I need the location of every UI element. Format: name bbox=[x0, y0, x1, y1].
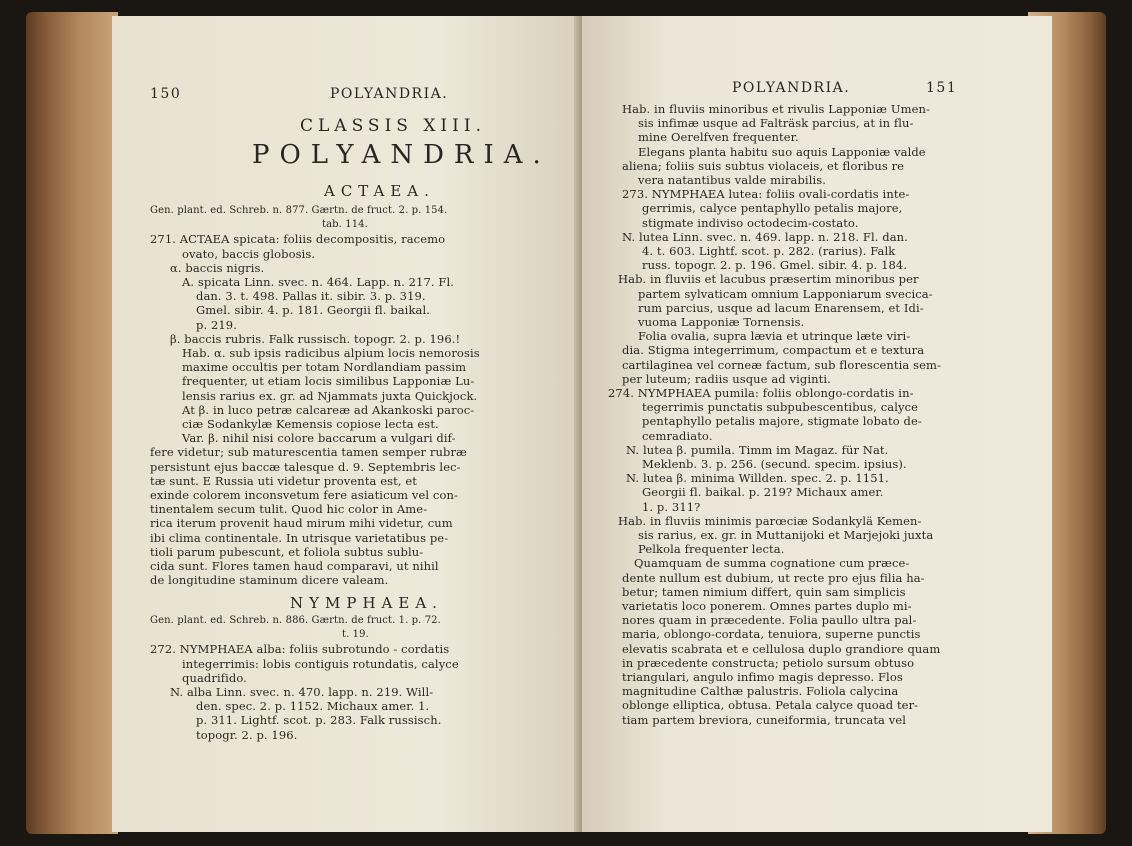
text-line: rum parcius, usque ad lacum Enarensem, et Idi- bbox=[638, 300, 924, 315]
text-line: Var. β. nihil nisi colore baccarum a vulgari dif- bbox=[182, 431, 456, 446]
text-line: Gen. plant. ed. Schreb. n. 886. Gærtn. de fruct. 1. p. 72. bbox=[150, 615, 441, 626]
text-line: oblonge elliptica, obtusa. Petala calyce quoad ter- bbox=[622, 698, 919, 713]
text-line: russ. topogr. 2. p. 196. Gmel. sibir. 4. p. 184. bbox=[642, 258, 908, 273]
text-line: tiam partem breviora, cuneiformia, truncata vel bbox=[622, 712, 907, 727]
running-head: POLYANDRIA. bbox=[330, 86, 449, 102]
text-line: integerrimis: lobis contiguis rotundatis, calyce bbox=[182, 656, 459, 671]
text-line: sis rarius, ex. gr. in Muttanijoki et Marjejoki juxta bbox=[638, 528, 934, 542]
text-line: tioli parum pubescunt, et foliola subtus sublu- bbox=[150, 544, 424, 559]
text-line: N. lutea β. minima Willden. spec. 2. p. 1151. bbox=[626, 471, 889, 486]
text-line: elevatis scabrata et e cellulosa duplo grandiore quam bbox=[622, 641, 941, 656]
text-line: pentaphyllo petalis majore, stigmate lobato de- bbox=[642, 414, 922, 429]
left-page-edges bbox=[26, 12, 118, 834]
text-line: maria, oblongo-cordata, tenuiora, superne punctis bbox=[622, 627, 921, 642]
text-line: triangulari, angulo infimo magis depresso. Flos bbox=[622, 670, 903, 684]
text-line: topogr. 2. p. 196. bbox=[196, 727, 298, 742]
text-line: partem sylvaticam omnium Lapponiarum svecica- bbox=[638, 286, 933, 301]
text-line: ibi clima continentale. In utrisque varietatibus pe- bbox=[150, 530, 449, 545]
text-line: At β. in luco petræ calcareæ ad Akankoski paroc- bbox=[182, 402, 475, 417]
text-line: N. lutea Linn. svec. n. 469. lapp. n. 218. Fl. dan. bbox=[622, 229, 908, 244]
text-line: N. alba Linn. svec. n. 470. lapp. n. 219. Will- bbox=[170, 685, 434, 699]
text-line: Gmel. sibir. 4. p. 181. Georgii fl. baikal. bbox=[196, 303, 430, 318]
text-line: dente nullum est dubium, ut recte pro ejus filia ha- bbox=[622, 570, 925, 585]
text-line: quadrifido. bbox=[182, 670, 247, 685]
text-line: betur; tamen nimium differt, quin sam simplicis bbox=[622, 584, 906, 599]
text-line: 273. NYMPHAEA lutea: foliis ovali-cordatis inte- bbox=[622, 187, 910, 202]
text-line: 1. p. 311? bbox=[642, 499, 701, 514]
text-line: vera natantibus valde mirabilis. bbox=[638, 173, 827, 187]
text-line: ciæ Sodankylæ Kemensis copiose lecta est. bbox=[182, 417, 439, 431]
text-line: sis infimæ usque ad Falträsk parcius, at in flu- bbox=[638, 116, 914, 131]
text-line: Hab. in fluviis minoribus et rivulis Lapponiæ Umen- bbox=[622, 102, 931, 116]
genus-heading-nymphaea: NYMPHAEA. bbox=[290, 594, 443, 612]
left-page bbox=[112, 16, 580, 832]
text-line: t. 19. bbox=[342, 629, 369, 641]
text-line: p. 219. bbox=[196, 317, 237, 332]
text-line: exinde colorem inconsvetum fere asiaticum vel con- bbox=[150, 488, 458, 502]
text-line: tab. 114. bbox=[322, 219, 368, 231]
text-line: dan. 3. t. 498. Pallas it. sibir. 3. p. 319. bbox=[196, 289, 426, 304]
text-line: Georgii fl. baikal. p. 219? Michaux amer. bbox=[642, 485, 884, 500]
text-line: β. baccis rubris. Falk russisch. topogr. 2. p. 196.! bbox=[170, 331, 461, 346]
text-line: 274. NYMPHAEA pumila: foliis oblongo-cordatis in- bbox=[608, 386, 914, 400]
text-line: varietatis loco ponerem. Omnes partes duplo mi- bbox=[622, 599, 912, 613]
text-line: tinentalem secum tulit. Quod hic color in Ame- bbox=[150, 502, 428, 517]
text-line: Hab. in fluviis minimis parœciæ Sodankylä Kemen- bbox=[618, 513, 922, 528]
text-line: in præcedente constructa; petiolo sursum obtuso bbox=[622, 655, 915, 670]
text-line: 4. t. 603. Lightf. scot. p. 282. (rarius). Falk bbox=[642, 244, 896, 258]
page-number: 150 bbox=[150, 86, 182, 102]
text-line: ovato, baccis globosis. bbox=[182, 246, 316, 261]
text-line: 272. NYMPHAEA alba: foliis subrotundo - cordatis bbox=[150, 642, 450, 657]
text-line: persistunt ejus baccæ talesque d. 9. Septembris lec- bbox=[150, 459, 461, 474]
text-line: 271. ACTAEA spicata: foliis decompositis, racemo bbox=[150, 232, 446, 247]
text-line: Meklenb. 3. p. 256. (secund. specim. ipsius). bbox=[642, 457, 907, 471]
page-number: 151 bbox=[926, 80, 958, 96]
text-line: fere videtur; sub maturescentia tamen semper rubræ bbox=[150, 445, 467, 460]
text-line: Hab. α. sub ipsis radicibus alpium locis nemorosis bbox=[182, 346, 480, 360]
text-line: Folia ovalia, supra lævia et utrinque læte viri- bbox=[638, 329, 911, 344]
text-line: gerrimis, calyce pentaphyllo petalis majore, bbox=[642, 201, 903, 216]
text-line: tegerrimis punctatis subpubescentibus, calyce bbox=[642, 400, 919, 415]
text-line: lensis rarius ex. gr. ad Njammats juxta Quickjock. bbox=[182, 388, 478, 403]
text-line: de longitudine staminum dicere valeam. bbox=[150, 573, 389, 588]
text-line: tæ sunt. E Russia uti videtur proventa est, et bbox=[150, 473, 418, 488]
text-line: vuoma Lapponiæ Tornensis. bbox=[638, 315, 805, 329]
text-line: aliena; foliis suis subtus violaceis, et floribus re bbox=[622, 158, 905, 173]
class-title: CLASSIS XIII. bbox=[300, 116, 486, 136]
text-line: Hab. in fluviis et lacubus præsertim minoribus per bbox=[618, 272, 919, 287]
text-line: rica iterum provenit haud mirum mihi videtur, cum bbox=[150, 516, 453, 531]
text-line: Quamquam de summa cognatione cum præce- bbox=[634, 556, 910, 571]
order-title: POLYANDRIA. bbox=[252, 140, 551, 170]
text-line: cemradiato. bbox=[642, 428, 713, 443]
text-line: mine Oerelfven frequenter. bbox=[638, 130, 799, 145]
text-line: den. spec. 2. p. 1152. Michaux amer. 1. bbox=[196, 699, 430, 714]
text-line: stigmate indiviso octodecim-costato. bbox=[642, 215, 859, 230]
text-line: A. spicata Linn. svec. n. 464. Lapp. n. 217. Fl. bbox=[182, 275, 454, 289]
text-line: cida sunt. Flores tamen haud comparavi, ut nihil bbox=[150, 559, 439, 573]
text-line: frequenter, ut etiam locis similibus Lapponiæ Lu- bbox=[182, 374, 475, 389]
text-line: N. lutea β. pumila. Timm im Magaz. für Nat. bbox=[626, 442, 889, 457]
genus-heading-actaea: ACTAEA. bbox=[324, 182, 435, 200]
text-line: Elegans planta habitu suo aquis Lapponiæ valde bbox=[638, 144, 926, 159]
text-line: Gen. plant. ed. Schreb. n. 877. Gærtn. de fruct. 2. p. 154. bbox=[150, 205, 448, 216]
text-line: magnitudine Calthæ palustris. Foliola calycina bbox=[622, 684, 899, 699]
text-line: nores quam in præcedente. Folia paullo ultra pal- bbox=[622, 613, 917, 628]
text-line: dia. Stigma integerrimum, compactum et e textura bbox=[622, 343, 925, 358]
text-line: α. baccis nigris. bbox=[170, 260, 265, 275]
text-line: p. 311. Lightf. scot. p. 283. Falk russisch. bbox=[196, 713, 442, 728]
text-line: cartilaginea vel corneæ factum, sub florescentia sem- bbox=[622, 357, 942, 372]
text-line: maxime occultis per totam Nordlandiam passim bbox=[182, 360, 467, 375]
text-line: Pelkola frequenter lecta. bbox=[638, 542, 785, 557]
text-line: per luteum; radiis usque ad viginti. bbox=[622, 371, 831, 386]
right-page bbox=[582, 16, 1052, 832]
running-head: POLYANDRIA. bbox=[732, 80, 851, 96]
